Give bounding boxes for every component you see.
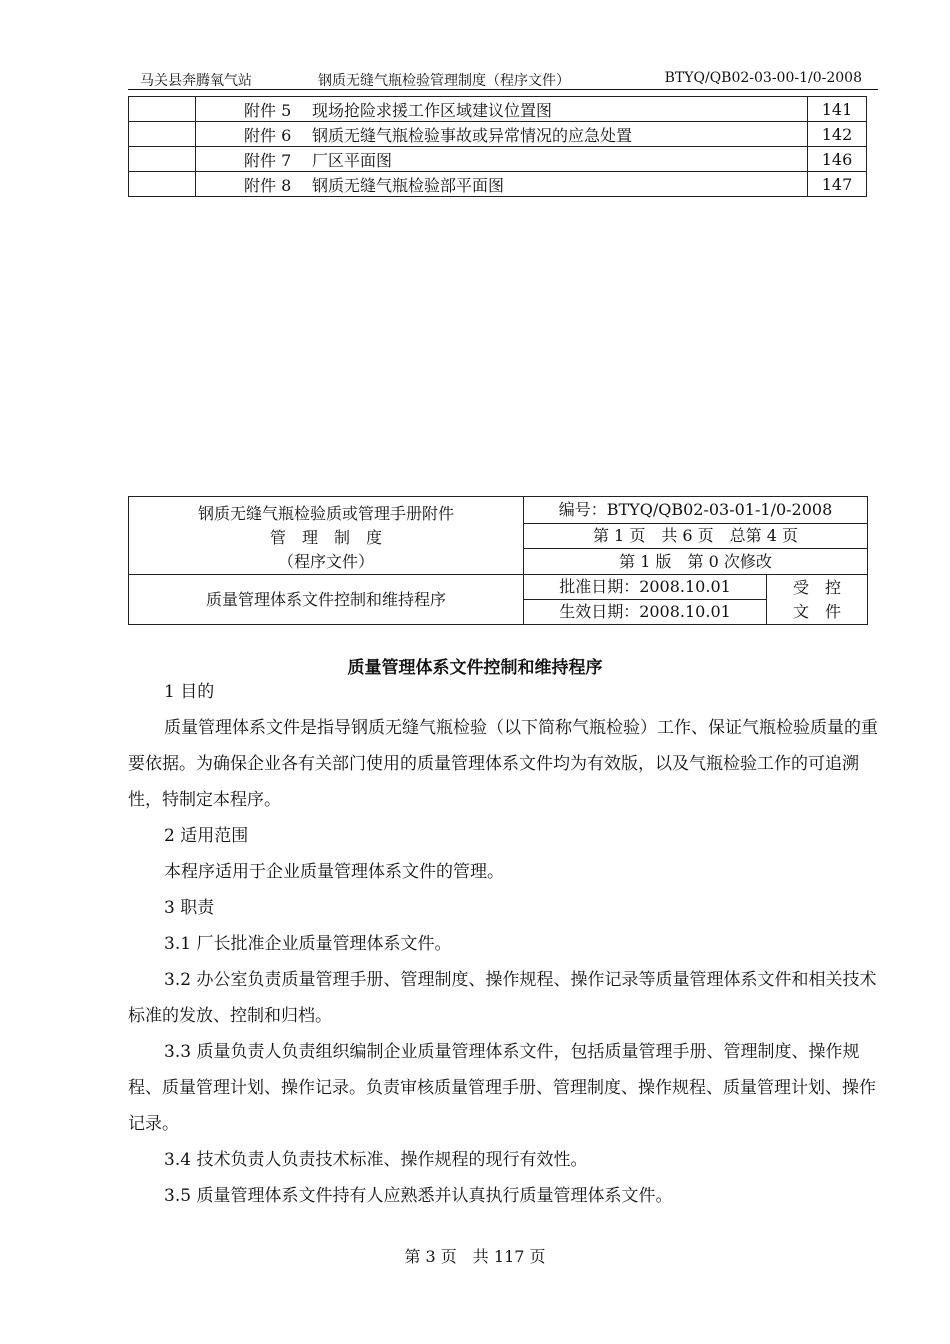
toc-page: 141 <box>808 97 867 122</box>
header-rule <box>128 89 878 90</box>
paragraph: 3.2 办公室负责质量管理手册、管理制度、操作规程、操作记录等质量管理体系文件和相关技术标准的发放、控制和归档。 <box>128 970 877 1026</box>
paragraph: 3.1 厂长批准企业质量管理体系文件。 <box>164 934 452 954</box>
toc-title: 钢质无缝气瓶检验部平面图 <box>312 175 505 195</box>
control-pages: 第 1 页 共 6 页 总第 4 页 <box>524 523 868 549</box>
toc-page: 142 <box>808 122 867 147</box>
toc-page: 146 <box>808 147 867 172</box>
document-control-table <box>128 496 868 625</box>
running-header <box>128 70 876 90</box>
toc-row <box>129 172 867 197</box>
toc-title: 钢质无缝气瓶检验事故或异常情况的应急处置 <box>312 125 633 145</box>
toc-title: 厂区平面图 <box>312 150 393 170</box>
toc-num: 附件 5 <box>244 100 292 120</box>
section-heading: 3 职责 <box>164 898 215 918</box>
paragraph: 3.5 质量管理体系文件持有人应熟悉并认真执行质量管理体系文件。 <box>164 1186 673 1206</box>
section-heading: 1 目的 <box>164 682 215 702</box>
control-manual-title: 钢质无缝气瓶检验质或管理手册附件 管 理 制 度 （程序文件） <box>129 497 524 575</box>
toc-title: 现场抢险求援工作区域建议位置图 <box>312 100 553 120</box>
toc-num: 附件 8 <box>244 175 292 195</box>
page-footer: 第 3 页 共 117 页 <box>404 1247 546 1266</box>
paragraph: 3.3 质量负责人负责组织编制企业质量管理体系文件，包括质量管理手册、管理制度、操作规程、质量管理计划、操作记录。负责审核质量管理手册、管理制度、操作规程、质量管理计划、操作记录。 <box>128 1042 876 1134</box>
section-heading: 2 适用范围 <box>164 826 249 846</box>
control-approve-date: 批准日期：2008.10.01 <box>524 575 767 600</box>
control-procedure-name: 质量管理体系文件控制和维持程序 <box>129 575 524 625</box>
toc-row <box>129 122 867 147</box>
toc-num: 附件 7 <box>244 150 292 170</box>
toc-num: 附件 6 <box>244 125 292 145</box>
toc-row <box>129 97 867 122</box>
control-effective-date: 生效日期：2008.10.01 <box>524 600 767 625</box>
controlled-document-stamp: 受 控 文 件 <box>767 575 868 625</box>
paragraph: 3.4 技术负责人负责技术标准、操作规程的现行有效性。 <box>164 1150 588 1170</box>
header-org: 马关县奔腾氧气站 <box>140 73 252 89</box>
paragraph: 本程序适用于企业质量管理体系文件的管理。 <box>164 862 504 882</box>
toc-table <box>128 96 867 197</box>
header-doc-title: 钢质无缝气瓶检验管理制度（程序文件） <box>318 73 570 89</box>
document-heading: 质量管理体系文件控制和维持程序 <box>347 658 603 678</box>
toc-row <box>129 147 867 172</box>
control-code: 编号：BTYQ/QB02-03-01-1/0-2008 <box>524 497 868 524</box>
control-version: 第 1 版 第 0 次修改 <box>524 549 868 575</box>
toc-page: 147 <box>808 172 867 197</box>
paragraph: 质量管理体系文件是指导钢质无缝气瓶检验（以下简称气瓶检验）工作、保证气瓶检验质量的重要依据。为确保企业各有关部门使用的质量管理体系文件均为有效版，以及气瓶检验工作的可追溯性，特制定本程序。 <box>128 718 878 810</box>
header-doc-code: BTYQ/QB02-03-00-1/0-2008 <box>664 70 862 86</box>
